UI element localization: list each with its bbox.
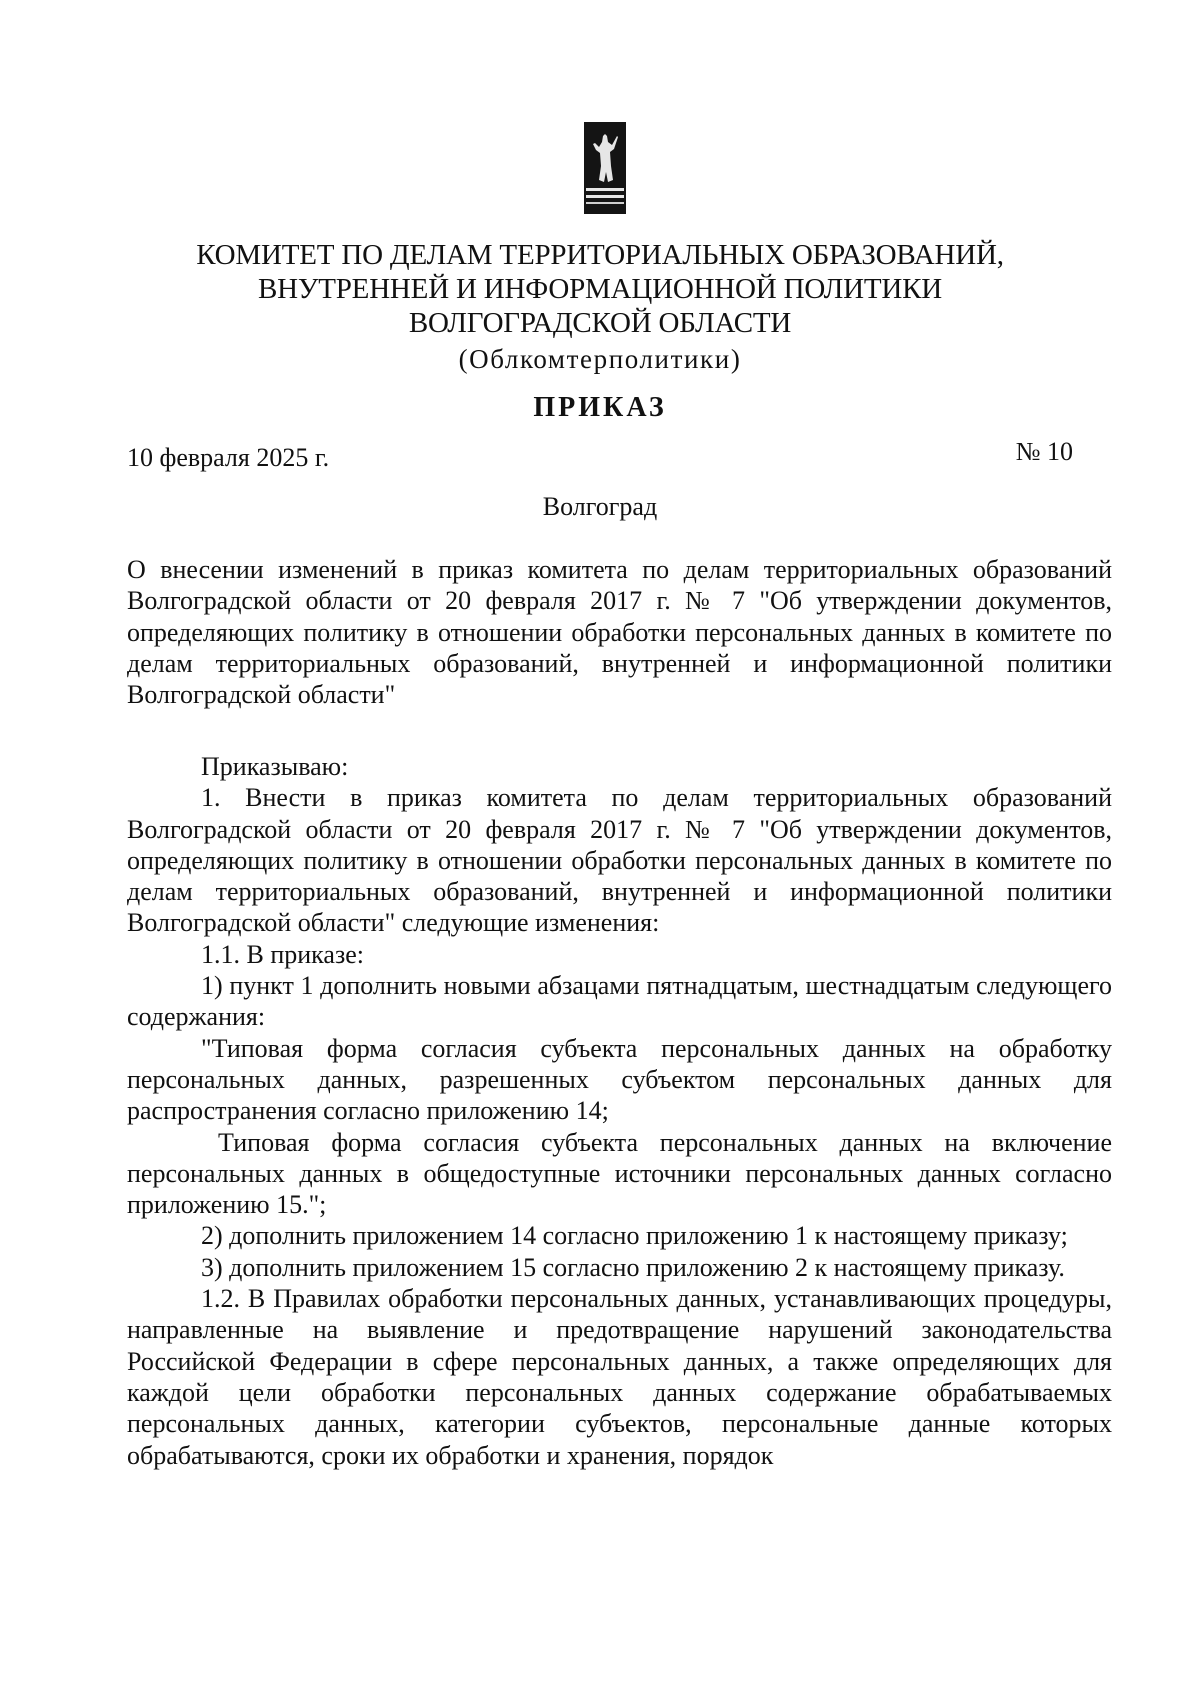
document-date: 10 февраля 2025 г. [127,443,330,472]
body-paragraph: 1. Внести в приказ комитета по делам территориальных образований Волгоградской области от 20 февраля 2017 г. № 7 "Об утверждении документов, определяющих политику в отношении обработки персональных данных в комитете по делам территориальных образований, внутренней и информационной политики Волгоградской области" следующие изменения: [127,783,1112,938]
organization-name-line-2: ВНУТРЕННЕЙ И ИНФОРМАЦИОННОЙ ПОЛИТИКИ [258,273,942,305]
organization-name-line-3: ВОЛГОГРАДСКОЙ ОБЛАСТИ [408,307,792,339]
volgograd-coat-of-arms-icon [584,122,626,214]
document-subject: О внесении изменений в приказ комитета по делам территориальных образований Волгоградской области от 20 февраля 2017 г. № 7 "Об утверждении документов, определяющих политику в отношении обработки персональных данных в комитете по делам территориальных образований, внутренней и информационной политики Волгоградской области" [127,555,1112,710]
document-number: № 10 [1015,437,1073,466]
document-type-title: ПРИКАЗ [533,392,667,423]
document-city: Волгоград [542,492,658,521]
organization-header [0,238,1200,376]
document-body [127,751,1112,1471]
organization-name-line-1: КОМИТЕТ ПО ДЕЛАМ ТЕРРИТОРИАЛЬНЫХ ОБРАЗОВАНИЙ, [196,239,1004,271]
body-paragraph: "Типовая форма согласия субъекта персональных данных на обработку персональных данных, разрешенных субъектом персональных данных для распространения согласно приложению 14; [127,1033,1112,1126]
body-paragraph: 2) дополнить приложением 14 согласно приложению 1 к настоящему приказу; [201,1221,1068,1251]
body-paragraph: 1) пункт 1 дополнить новыми абзацами пятнадцатым, шестнадцатым следующего содержания: [127,971,1112,1032]
body-paragraph: Типовая форма согласия субъекта персональных данных на включение персональных данных в общедоступные источники персональных данных согласно приложению 15."; [127,1127,1112,1220]
body-paragraph: Приказываю: [201,752,349,781]
body-paragraph: 1.2. В Правилах обработки персональных данных, устанавливающих процедуры, направленные на выявление и предотвращение нарушений законодательства Российской Федерации в сфере персональных данных, а также определяющих для каждой цели обработки персональных данных содержание обрабатываемых персональных данных, категории субъектов, персональные данные которых обрабатываются, сроки их обработки и хранения, порядок [127,1284,1112,1470]
body-paragraph: 1.1. В приказе: [201,939,364,969]
body-paragraph: 3) дополнить приложением 15 согласно приложению 2 к настоящему приказу. [201,1252,1065,1282]
organization-short-name: (Облкомтерполитики) [458,344,742,374]
